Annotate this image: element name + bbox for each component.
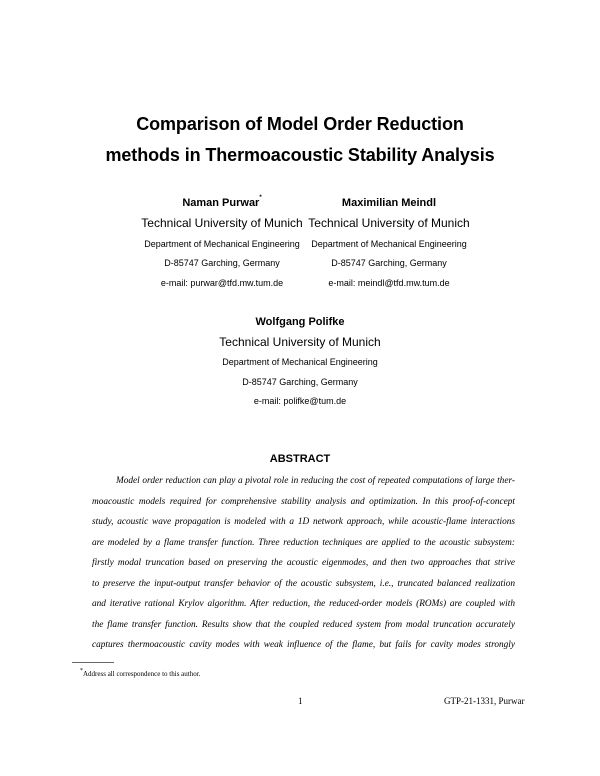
abstract-line: moacoustic models required for comprehensive stability analysis and optimization. In this proof-of-concept — [92, 497, 515, 507]
abstract-line: the flame transfer function. Results show that the coupled reduced system from modal truncation accurately — [92, 620, 515, 630]
paper-title-line-2: methods in Thermoacoustic Stability Analysis — [105, 145, 495, 165]
abstract-line: and iterative rational Krylov algorithm. After reduction, the reduced-order models (ROMs) are coupled with — [92, 599, 515, 609]
author-3-institution: Technical University of Munich — [219, 335, 381, 349]
author-1-address: D-85747 Garching, Germany — [164, 258, 280, 268]
footnote-mark: * — [80, 668, 83, 674]
author-2-email: e-mail: meindl@tfd.mw.tum.de — [328, 278, 450, 288]
footnote-rule — [72, 662, 114, 663]
author-1-department: Department of Mechanical Engineering — [144, 239, 300, 249]
author-3-email: e-mail: polifke@tum.de — [253, 396, 347, 406]
author-3-name: Wolfgang Polifke — [255, 316, 345, 328]
author-2-name: Maximilian Meindl — [341, 197, 437, 209]
author-2-institution: Technical University of Munich — [308, 216, 470, 230]
abstract-heading: ABSTRACT — [269, 453, 331, 465]
author-2-address: D-85747 Garching, Germany — [331, 258, 447, 268]
author-3-address: D-85747 Garching, Germany — [242, 377, 358, 387]
running-head: GTP-21-1331, Purwar — [444, 696, 525, 706]
paper-title-line-1: Comparison of Model Order Reduction — [136, 114, 464, 134]
abstract-line: to preserve the input-output transfer behavior of the acoustic subsystem, i.e., truncated balanced realization — [92, 579, 515, 589]
author-1-footnote-mark: * — [259, 195, 262, 201]
footnote — [80, 670, 200, 678]
author-2-department: Department of Mechanical Engineering — [311, 239, 467, 249]
abstract-line: are modeled by a flame transfer function. Three reduction techniques are applied to the acoustic subsystem: — [92, 538, 515, 548]
author-1-email: e-mail: purwar@tfd.mw.tum.de — [160, 278, 284, 288]
abstract-line: firstly modal truncation based on preserving the acoustic eigenmodes, and then two approaches that strive — [92, 558, 515, 568]
author-1-institution: Technical University of Munich — [141, 216, 303, 230]
abstract-line: Model order reduction can play a pivotal role in reducing the cost of repeated computations of large ther- — [116, 476, 515, 486]
page-number: 1 — [298, 696, 303, 706]
abstract-line: study, acoustic wave propagation is modeled with a 1D network approach, while acoustic-flame interactions — [92, 517, 515, 527]
abstract-line: captures thermoacoustic cavity modes with weak influence of the flame, but fails for cavity modes strongly — [92, 640, 515, 650]
author-3-department: Department of Mechanical Engineering — [222, 357, 378, 367]
author-1-name: Naman Purwar* — [182, 195, 262, 209]
footnote-text: Address all correspondence to this author. — [83, 670, 201, 678]
